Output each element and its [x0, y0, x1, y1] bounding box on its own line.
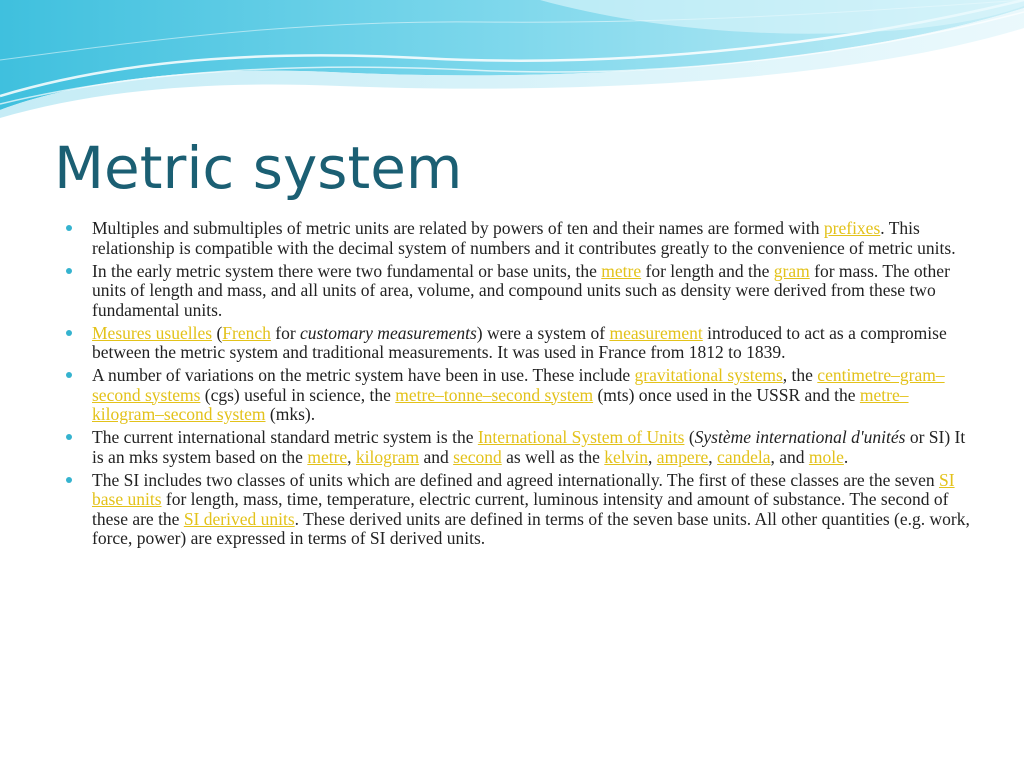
link-international-system-of-units[interactable]: International System of Units — [477, 427, 685, 447]
link-kilogram[interactable]: kilogram — [355, 446, 420, 467]
bullet-icon — [66, 268, 72, 274]
link-candela[interactable]: candela — [717, 446, 771, 467]
link-measurement[interactable]: measurement — [609, 322, 703, 343]
link-si-base-units[interactable]: SI base units — [92, 469, 955, 509]
link-mks-system[interactable]: metre–kilogram–second system — [92, 384, 909, 424]
bullet-icon — [66, 330, 72, 336]
bullet-item-6: The SI includes two classes of units which are defined and agreed internationally. The first of these classes are the seven SI base units for length, mass, time, temperature, electric current, luminous intensity and amount of substance. The second of these are the SI derived units. These derived units are defined in terms of the seven base units. All other quantities (e.g. work, force, power) are expressed in terms of SI derived units. — [92, 471, 972, 549]
bullet-item-5: The current international standard metric system is the International System of Units (Système international d'unités or SI) It is an mks system based on the metre, kilogram and second as well as the kelvin, ampere, candela, and mole. — [92, 428, 972, 467]
link-gravitational-systems[interactable]: gravitational systems — [634, 365, 783, 385]
link-si-derived-units[interactable]: SI derived units — [183, 508, 295, 529]
slide-content — [92, 219, 972, 552]
link-mole[interactable]: mole — [808, 446, 844, 467]
link-metre[interactable]: metre — [601, 260, 642, 281]
bullet-item-2: In the early metric system there were two fundamental or base units, the metre for length and the gram for mass. The other units of length and mass, and all units of area, volume, and compound units such as density were derived from these two fundamental units. — [92, 262, 972, 321]
link-ampere[interactable]: ampere — [656, 446, 709, 467]
link-metre-si[interactable]: metre — [307, 446, 348, 467]
bullet-item-1: Multiples and submultiples of metric units are related by powers of ten and their names are formed with prefixes. This relationship is compatible with the decimal system of numbers and it contributes greatly to the convenience of metric units. — [92, 219, 972, 258]
bullet-icon — [66, 434, 72, 440]
link-kelvin[interactable]: kelvin — [604, 446, 649, 467]
link-prefixes[interactable]: prefixes — [823, 218, 881, 238]
link-french[interactable]: French — [222, 322, 271, 343]
link-cgs-systems[interactable]: centimetre–gram–second systems — [92, 365, 945, 405]
link-mesures-usuelles[interactable]: Mesures usuelles — [92, 322, 213, 343]
header-wave-decoration — [0, 0, 1024, 130]
bullet-icon — [66, 477, 72, 483]
link-gram[interactable]: gram — [773, 260, 810, 281]
bullet-item-3: Mesures usuelles (French for customary measurements) were a system of measurement introduced to act as a compromise between the metric system and traditional measurements. It was used in France from 1812 to 1839. — [92, 324, 972, 363]
link-second[interactable]: second — [453, 446, 502, 467]
bullet-item-4: A number of variations on the metric system have been in use. These include gravitational systems, the centimetre–gram–second systems (cgs) useful in science, the metre–tonne–second system (mts) once used in the USSR and the metre–kilogram–second system (mks). — [92, 366, 972, 425]
slide-title: Metric system — [54, 134, 463, 202]
link-mts-system[interactable]: metre–tonne–second system — [395, 384, 594, 405]
bullet-icon — [66, 372, 72, 378]
bullet-icon — [66, 225, 72, 231]
